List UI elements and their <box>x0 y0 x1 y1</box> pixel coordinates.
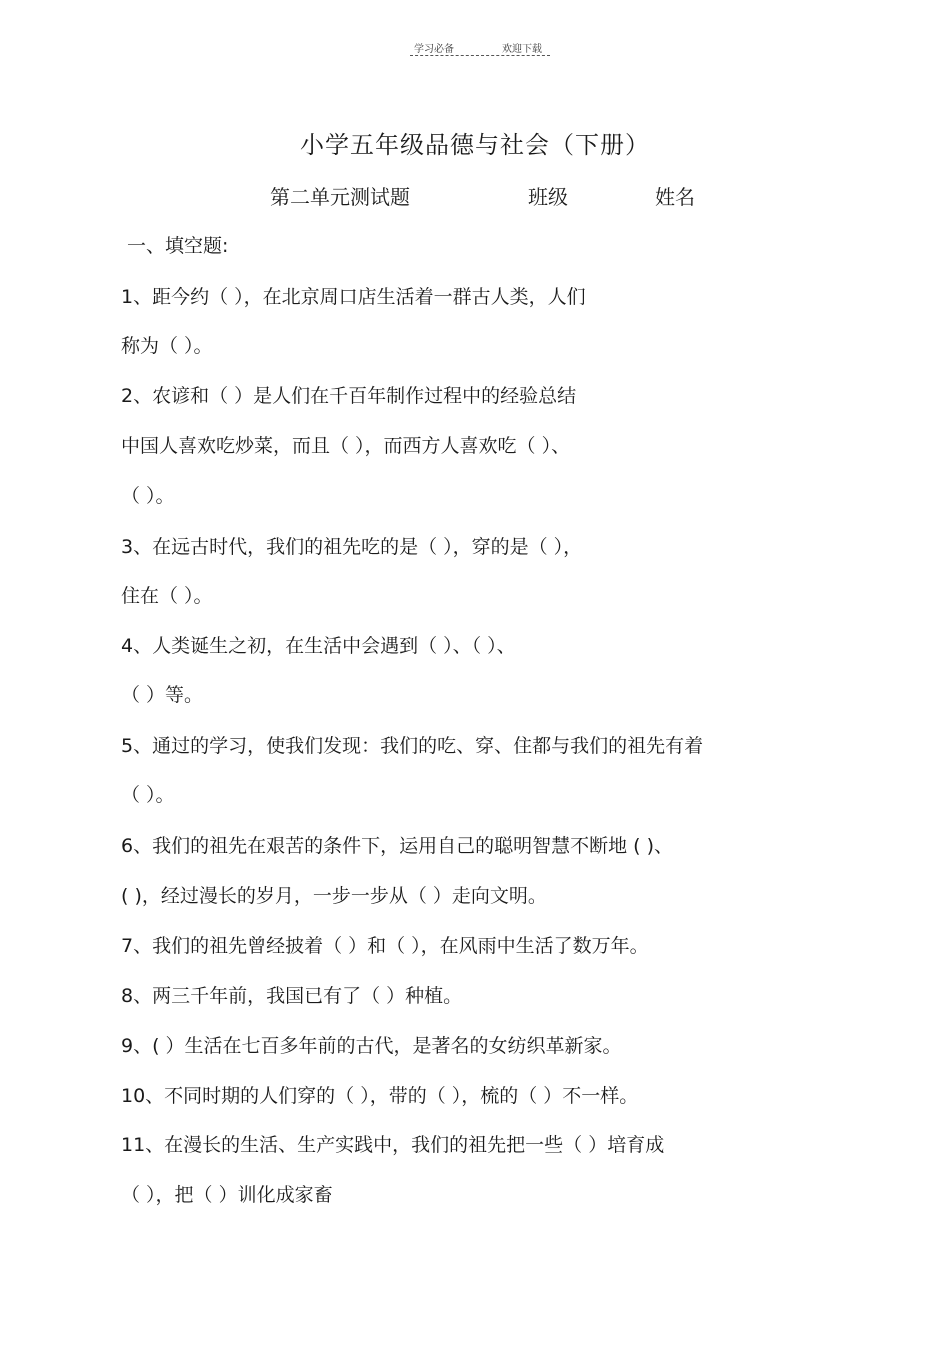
question-line: 1、距今约（ ），在北京周口店生活着一群古人类，人们 <box>121 286 586 308</box>
question-line: 住在（ ）。 <box>121 585 213 607</box>
section-heading: 一、填空题: <box>127 235 229 257</box>
question-line: 8、两三千年前，我国已有了（ ）种植。 <box>121 985 463 1007</box>
name-label: 姓名 <box>655 185 695 209</box>
question-line: 中国人喜欢吃炒菜，而且（ ），而西方人喜欢吃（ ）、 <box>121 435 571 457</box>
question-line: 7、我们的祖先曾经披着（ ）和（ ），在风雨中生活了数万年。 <box>121 935 649 957</box>
question-line: （ ）。 <box>121 485 175 507</box>
question-line: （ ），把（ ）训化成家畜 <box>121 1184 333 1206</box>
question-line: 5、通过的学习，使我们发现：我们的吃、穿、住都与我们的祖先有着 <box>121 735 704 757</box>
question-line: 6、我们的祖先在艰苦的条件下，运用自己的聪明智慧不断地 ( )、 <box>121 835 673 857</box>
class-label: 班级 <box>528 185 568 209</box>
question-line: 称为（ ）。 <box>121 335 213 357</box>
header-left-text: 学习必备 <box>414 44 454 55</box>
question-line: 10、不同时期的人们穿的（ ），带的（ ），梳的（ ）不一样。 <box>121 1085 639 1107</box>
question-line: 2、农谚和（ ）是人们在千百年制作过程中的经验总结 <box>121 385 577 407</box>
header-right-text: 欢迎下载 <box>502 44 542 55</box>
question-line: （ ）等。 <box>121 684 204 706</box>
document-title: 小学五年级品德与社会（下册） <box>300 131 650 159</box>
question-line: 3、在远古时代，我们的祖先吃的是（ ），穿的是（ ）， <box>121 536 583 558</box>
question-line: 11、在漫长的生活、生产实践中，我们的祖先把一些（ ）培育成 <box>121 1134 665 1156</box>
question-line: ( )，经过漫长的岁月，一步一步从（ ）走向文明。 <box>121 885 547 907</box>
header-dashed-rule <box>410 55 550 56</box>
unit-test-title: 第二单元测试题 <box>270 185 410 209</box>
question-line: 4、人类诞生之初，在生活中会遇到（ ）、（ ）、 <box>121 635 516 657</box>
question-line: （ ）。 <box>121 784 175 806</box>
question-line: 9、( ）生活在七百多年前的古代，是著名的女纺织革新家。 <box>121 1035 622 1057</box>
page-header <box>410 40 550 56</box>
